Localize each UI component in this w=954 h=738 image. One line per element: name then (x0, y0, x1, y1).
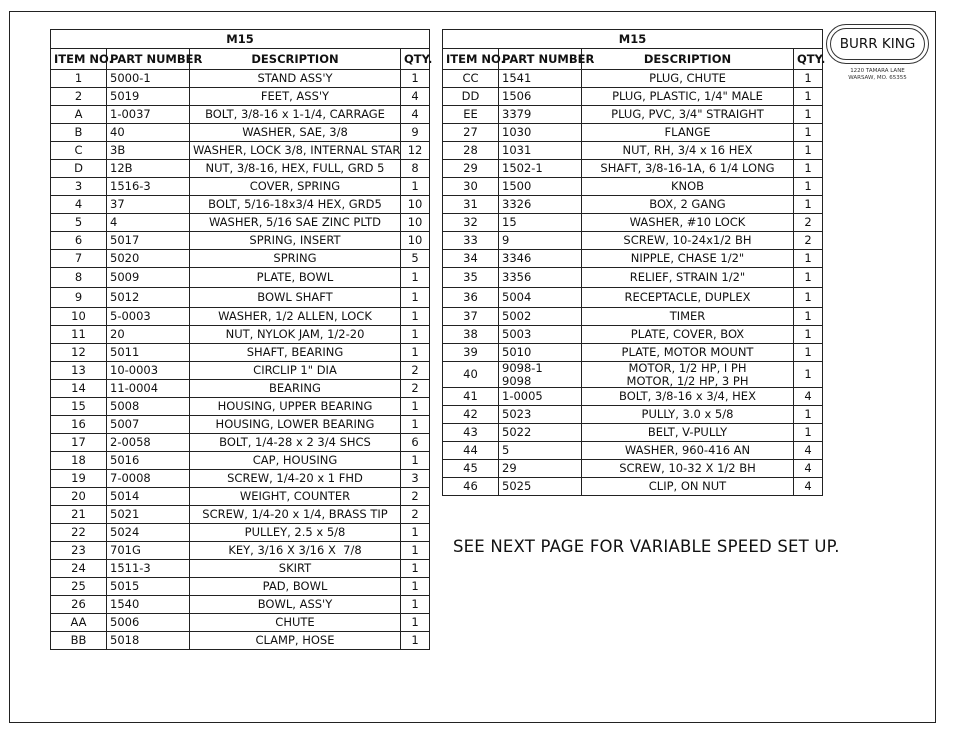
description-cell: BOLT, 5/16-18x3/4 HEX, GRD5 (190, 196, 401, 214)
table-row (51, 434, 430, 452)
item-no-cell: 5 (51, 214, 107, 232)
qty-cell: 2 (794, 232, 823, 250)
description-cell: BOWL SHAFT (190, 288, 401, 308)
part-number-cell: 9098-1 9098 (499, 362, 582, 388)
table-row (443, 460, 823, 478)
description-cell: BOLT, 3/8-16 x 3/4, HEX (582, 388, 794, 406)
part-number-cell: 701G (107, 542, 190, 560)
item-no-cell: 13 (51, 362, 107, 380)
item-no-cell: 35 (443, 268, 499, 288)
part-number-cell: 5015 (107, 578, 190, 596)
item-no-cell: 12 (51, 344, 107, 362)
item-no-cell: 25 (51, 578, 107, 596)
item-no-cell: 3 (51, 178, 107, 196)
item-no-cell: 31 (443, 196, 499, 214)
description-cell: PLUG, PLASTIC, 1/4" MALE (582, 88, 794, 106)
table-row (443, 388, 823, 406)
qty-cell: 1 (401, 326, 430, 344)
qty-cell: 3 (401, 470, 430, 488)
header-qty: QTY. (794, 49, 823, 70)
description-cell: NUT, 3/8-16, HEX, FULL, GRD 5 (190, 160, 401, 178)
item-no-cell: 11 (51, 326, 107, 344)
item-no-cell: 10 (51, 308, 107, 326)
table-row (51, 578, 430, 596)
part-number-cell: 29 (499, 460, 582, 478)
item-no-cell: 36 (443, 288, 499, 308)
description-cell: SCREW, 10-32 X 1/2 BH (582, 460, 794, 478)
description-cell: PLUG, CHUTE (582, 70, 794, 88)
part-number-cell: 5009 (107, 268, 190, 288)
table-row (443, 268, 823, 288)
qty-cell: 1 (794, 424, 823, 442)
table-row (51, 614, 430, 632)
table-row (443, 214, 823, 232)
qty-cell: 1 (401, 268, 430, 288)
description-cell: SCREW, 1/4-20 x 1/4, BRASS TIP (190, 506, 401, 524)
description-cell: SHAFT, 3/8-16-1A, 6 1/4 LONG (582, 160, 794, 178)
part-number-cell: 5018 (107, 632, 190, 650)
item-no-cell: 37 (443, 308, 499, 326)
item-no-cell: 38 (443, 326, 499, 344)
description-cell: SPRING (190, 250, 401, 268)
description-cell: WASHER, #10 LOCK (582, 214, 794, 232)
item-no-cell: AA (51, 614, 107, 632)
table-row (443, 362, 823, 388)
description-cell: FLANGE (582, 124, 794, 142)
qty-cell: 1 (794, 308, 823, 326)
part-number-cell: 11-0004 (107, 380, 190, 398)
qty-cell: 1 (401, 542, 430, 560)
part-number-cell: 20 (107, 326, 190, 344)
part-number-cell: 5003 (499, 326, 582, 344)
description-cell: CIRCLIP 1" DIA (190, 362, 401, 380)
part-number-cell: 1500 (499, 178, 582, 196)
description-cell: BOLT, 1/4-28 x 2 3/4 SHCS (190, 434, 401, 452)
header-qty: QTY. (401, 49, 430, 70)
item-no-cell: C (51, 142, 107, 160)
table-row (51, 470, 430, 488)
part-number-cell: 15 (499, 214, 582, 232)
part-number-cell: 5010 (499, 344, 582, 362)
item-no-cell: 32 (443, 214, 499, 232)
description-cell: SPRING, INSERT (190, 232, 401, 250)
qty-cell: 1 (794, 362, 823, 388)
part-number-cell: 1511-3 (107, 560, 190, 578)
table-row (51, 380, 430, 398)
description-cell: HOUSING, UPPER BEARING (190, 398, 401, 416)
table-row (443, 196, 823, 214)
table-row (51, 196, 430, 214)
description-cell: PULLEY, 2.5 x 5/8 (190, 524, 401, 542)
table-row (51, 142, 430, 160)
item-no-cell: 41 (443, 388, 499, 406)
part-number-cell: 5012 (107, 288, 190, 308)
description-cell: SKIRT (190, 560, 401, 578)
part-number-cell: 5014 (107, 488, 190, 506)
item-no-cell: 27 (443, 124, 499, 142)
table-row (51, 88, 430, 106)
description-cell: BOX, 2 GANG (582, 196, 794, 214)
qty-cell: 4 (401, 106, 430, 124)
item-no-cell: 18 (51, 452, 107, 470)
description-cell: BOWL, ASS'Y (190, 596, 401, 614)
qty-cell: 4 (401, 88, 430, 106)
qty-cell: 1 (794, 288, 823, 308)
item-no-cell: 6 (51, 232, 107, 250)
table-row (51, 288, 430, 308)
table-row (443, 250, 823, 268)
table-row (443, 124, 823, 142)
part-number-cell: 5 (499, 442, 582, 460)
item-no-cell: 23 (51, 542, 107, 560)
item-no-cell: D (51, 160, 107, 178)
table-row (443, 326, 823, 344)
logo-text: BURR KING (830, 28, 925, 60)
table-row (51, 70, 430, 88)
qty-cell: 2 (401, 362, 430, 380)
part-number-cell: 1516-3 (107, 178, 190, 196)
description-cell: PLUG, PVC, 3/4" STRAIGHT (582, 106, 794, 124)
burr-king-logo (826, 24, 929, 64)
qty-cell: 4 (794, 478, 823, 496)
header-item-no: ITEM NO. (51, 49, 107, 70)
item-no-cell: 15 (51, 398, 107, 416)
qty-cell: 1 (401, 578, 430, 596)
description-cell: BELT, V-PULLY (582, 424, 794, 442)
qty-cell: 1 (401, 524, 430, 542)
description-cell: PULLY, 3.0 x 5/8 (582, 406, 794, 424)
table-row (51, 416, 430, 434)
part-number-cell: 5021 (107, 506, 190, 524)
description-cell: CAP, HOUSING (190, 452, 401, 470)
qty-cell: 1 (794, 142, 823, 160)
part-number-cell: 5024 (107, 524, 190, 542)
table-row (443, 344, 823, 362)
qty-cell: 12 (401, 142, 430, 160)
item-no-cell: 20 (51, 488, 107, 506)
qty-cell: 1 (401, 614, 430, 632)
qty-cell: 1 (401, 288, 430, 308)
part-number-cell: 40 (107, 124, 190, 142)
item-no-cell: 46 (443, 478, 499, 496)
part-number-cell: 5-0003 (107, 308, 190, 326)
qty-cell: 1 (401, 416, 430, 434)
part-number-cell: 3346 (499, 250, 582, 268)
item-no-cell: 19 (51, 470, 107, 488)
item-no-cell: 26 (51, 596, 107, 614)
table-row (443, 442, 823, 460)
table-body (443, 70, 823, 496)
table-row (51, 560, 430, 578)
qty-cell: 4 (794, 442, 823, 460)
table-row (443, 70, 823, 88)
table-row (443, 106, 823, 124)
table-row (443, 308, 823, 326)
part-number-cell: 5006 (107, 614, 190, 632)
part-number-cell: 5019 (107, 88, 190, 106)
table-row (51, 488, 430, 506)
parts-table-left (50, 29, 433, 650)
description-cell: TIMER (582, 308, 794, 326)
qty-cell: 1 (401, 452, 430, 470)
item-no-cell: 43 (443, 424, 499, 442)
description-cell: CHUTE (190, 614, 401, 632)
qty-cell: 8 (401, 160, 430, 178)
description-cell: WASHER, 960-416 AN (582, 442, 794, 460)
table-row (51, 214, 430, 232)
item-no-cell: 29 (443, 160, 499, 178)
qty-cell: 1 (794, 196, 823, 214)
table-row (443, 424, 823, 442)
part-number-cell: 4 (107, 214, 190, 232)
qty-cell: 5 (401, 250, 430, 268)
item-no-cell: DD (443, 88, 499, 106)
description-cell: NUT, NYLOK JAM, 1/2-20 (190, 326, 401, 344)
item-no-cell: 39 (443, 344, 499, 362)
qty-cell: 1 (401, 308, 430, 326)
table-row (51, 250, 430, 268)
part-number-cell: 1506 (499, 88, 582, 106)
qty-cell: 1 (794, 124, 823, 142)
qty-cell: 6 (401, 434, 430, 452)
table-row (443, 288, 823, 308)
item-no-cell: 34 (443, 250, 499, 268)
part-number-cell: 5025 (499, 478, 582, 496)
item-no-cell: 21 (51, 506, 107, 524)
part-number-cell: 5020 (107, 250, 190, 268)
item-no-cell: 1 (51, 70, 107, 88)
qty-cell: 2 (401, 506, 430, 524)
qty-cell: 1 (401, 178, 430, 196)
table-row (51, 106, 430, 124)
item-no-cell: BB (51, 632, 107, 650)
part-number-cell: 3326 (499, 196, 582, 214)
item-no-cell: 14 (51, 380, 107, 398)
description-cell: WASHER, 1/2 ALLEN, LOCK (190, 308, 401, 326)
description-cell: WEIGHT, COUNTER (190, 488, 401, 506)
qty-cell: 9 (401, 124, 430, 142)
description-cell: MOTOR, 1/2 HP, I PH MOTOR, 1/2 HP, 3 PH (582, 362, 794, 388)
qty-cell: 1 (794, 70, 823, 88)
description-cell: BOLT, 3/8-16 x 1-1/4, CARRAGE (190, 106, 401, 124)
description-cell: CLAMP, HOSE (190, 632, 401, 650)
description-cell: KNOB (582, 178, 794, 196)
part-number-cell: 5023 (499, 406, 582, 424)
part-number-cell: 5016 (107, 452, 190, 470)
part-number-cell: 9 (499, 232, 582, 250)
part-number-cell: 5022 (499, 424, 582, 442)
table-row (51, 452, 430, 470)
part-number-cell: 5004 (499, 288, 582, 308)
description-cell: NUT, RH, 3/4 x 16 HEX (582, 142, 794, 160)
qty-cell: 1 (401, 398, 430, 416)
header-part-number: PART NUMBER (107, 49, 190, 70)
part-number-cell: 2-0058 (107, 434, 190, 452)
item-no-cell: 9 (51, 288, 107, 308)
header-description: DESCRIPTION (190, 49, 401, 70)
table-row (443, 160, 823, 178)
description-cell: BEARING (190, 380, 401, 398)
description-cell: HOUSING, LOWER BEARING (190, 416, 401, 434)
item-no-cell: 44 (443, 442, 499, 460)
description-cell: SHAFT, BEARING (190, 344, 401, 362)
address-line-2: WARSAW, MO. 65355 (848, 74, 907, 81)
table-row (51, 542, 430, 560)
table-row (51, 362, 430, 380)
part-number-cell: 37 (107, 196, 190, 214)
qty-cell: 10 (401, 232, 430, 250)
table-row (51, 524, 430, 542)
description-cell: FEET, ASS'Y (190, 88, 401, 106)
part-number-cell: 3356 (499, 268, 582, 288)
qty-cell: 2 (401, 380, 430, 398)
item-no-cell: EE (443, 106, 499, 124)
qty-cell: 1 (794, 326, 823, 344)
description-cell: COVER, SPRING (190, 178, 401, 196)
description-cell: WASHER, 5/16 SAE ZINC PLTD (190, 214, 401, 232)
description-cell: PLATE, COVER, BOX (582, 326, 794, 344)
item-no-cell: 4 (51, 196, 107, 214)
part-number-cell: 5007 (107, 416, 190, 434)
table-row (51, 596, 430, 614)
part-number-cell: 7-0008 (107, 470, 190, 488)
header-item-no: ITEM NO. (443, 49, 499, 70)
table-row (51, 398, 430, 416)
qty-cell: 1 (794, 160, 823, 178)
part-number-cell: 1502-1 (499, 160, 582, 178)
description-cell: RECEPTACLE, DUPLEX (582, 288, 794, 308)
part-number-cell: 5008 (107, 398, 190, 416)
table-row (51, 632, 430, 650)
qty-cell: 1 (401, 70, 430, 88)
description-cell: STAND ASS'Y (190, 70, 401, 88)
qty-cell: 1 (794, 344, 823, 362)
company-address (826, 68, 929, 82)
table-title: M15 (443, 30, 823, 49)
item-no-cell: 28 (443, 142, 499, 160)
part-number-cell: 1031 (499, 142, 582, 160)
item-no-cell: 40 (443, 362, 499, 388)
item-no-cell: 17 (51, 434, 107, 452)
header-description: DESCRIPTION (582, 49, 794, 70)
item-no-cell: 33 (443, 232, 499, 250)
qty-cell: 10 (401, 196, 430, 214)
table-row (51, 232, 430, 250)
qty-cell: 2 (401, 488, 430, 506)
qty-cell: 4 (794, 460, 823, 478)
item-no-cell: B (51, 124, 107, 142)
item-no-cell: 2 (51, 88, 107, 106)
qty-cell: 1 (401, 560, 430, 578)
part-number-cell: 12B (107, 160, 190, 178)
variable-speed-note: SEE NEXT PAGE FOR VARIABLE SPEED SET UP. (453, 537, 840, 556)
description-cell: SCREW, 1/4-20 x 1 FHD (190, 470, 401, 488)
table-row (51, 124, 430, 142)
part-number-cell: 1-0005 (499, 388, 582, 406)
qty-cell: 1 (794, 250, 823, 268)
description-cell: PAD, BOWL (190, 578, 401, 596)
table-row (51, 178, 430, 196)
qty-cell: 1 (794, 106, 823, 124)
description-cell: NIPPLE, CHASE 1/2" (582, 250, 794, 268)
table-title: M15 (51, 30, 430, 49)
description-cell: KEY, 3/16 X 3/16 X 7/8 (190, 542, 401, 560)
qty-cell: 1 (794, 88, 823, 106)
item-no-cell: CC (443, 70, 499, 88)
address-line-1: 1220 TAMARA LANE (850, 68, 905, 74)
table-row (443, 88, 823, 106)
item-no-cell: 45 (443, 460, 499, 478)
part-number-cell: 5017 (107, 232, 190, 250)
item-no-cell: 24 (51, 560, 107, 578)
table-row (51, 344, 430, 362)
item-no-cell: 42 (443, 406, 499, 424)
table-row (51, 160, 430, 178)
part-number-cell: 3B (107, 142, 190, 160)
qty-cell: 1 (401, 632, 430, 650)
table-row (51, 506, 430, 524)
table-row (443, 178, 823, 196)
qty-cell: 1 (401, 596, 430, 614)
description-cell: WASHER, LOCK 3/8, INTERNAL STAR (190, 142, 401, 160)
qty-cell: 10 (401, 214, 430, 232)
part-number-cell: 5011 (107, 344, 190, 362)
qty-cell: 1 (794, 178, 823, 196)
part-number-cell: 1-0037 (107, 106, 190, 124)
qty-cell: 1 (794, 268, 823, 288)
table-row (51, 308, 430, 326)
qty-cell: 4 (794, 388, 823, 406)
table-row (443, 232, 823, 250)
table-row (51, 326, 430, 344)
part-number-cell: 1540 (107, 596, 190, 614)
description-cell: RELIEF, STRAIN 1/2" (582, 268, 794, 288)
description-cell: CLIP, ON NUT (582, 478, 794, 496)
header-part-number: PART NUMBER (499, 49, 582, 70)
table-row (443, 142, 823, 160)
item-no-cell: A (51, 106, 107, 124)
item-no-cell: 16 (51, 416, 107, 434)
parts-table-right (442, 29, 826, 496)
qty-cell: 1 (794, 406, 823, 424)
table-body (51, 70, 430, 650)
qty-cell: 2 (794, 214, 823, 232)
part-number-cell: 10-0003 (107, 362, 190, 380)
table-row (51, 268, 430, 288)
part-number-cell: 5000-1 (107, 70, 190, 88)
item-no-cell: 7 (51, 250, 107, 268)
description-cell: PLATE, MOTOR MOUNT (582, 344, 794, 362)
item-no-cell: 30 (443, 178, 499, 196)
description-cell: PLATE, BOWL (190, 268, 401, 288)
part-number-cell: 1541 (499, 70, 582, 88)
description-cell: WASHER, SAE, 3/8 (190, 124, 401, 142)
item-no-cell: 8 (51, 268, 107, 288)
description-cell: SCREW, 10-24x1/2 BH (582, 232, 794, 250)
item-no-cell: 22 (51, 524, 107, 542)
part-number-cell: 3379 (499, 106, 582, 124)
part-number-cell: 5002 (499, 308, 582, 326)
part-number-cell: 1030 (499, 124, 582, 142)
qty-cell: 1 (401, 344, 430, 362)
table-row (443, 406, 823, 424)
table-row (443, 478, 823, 496)
